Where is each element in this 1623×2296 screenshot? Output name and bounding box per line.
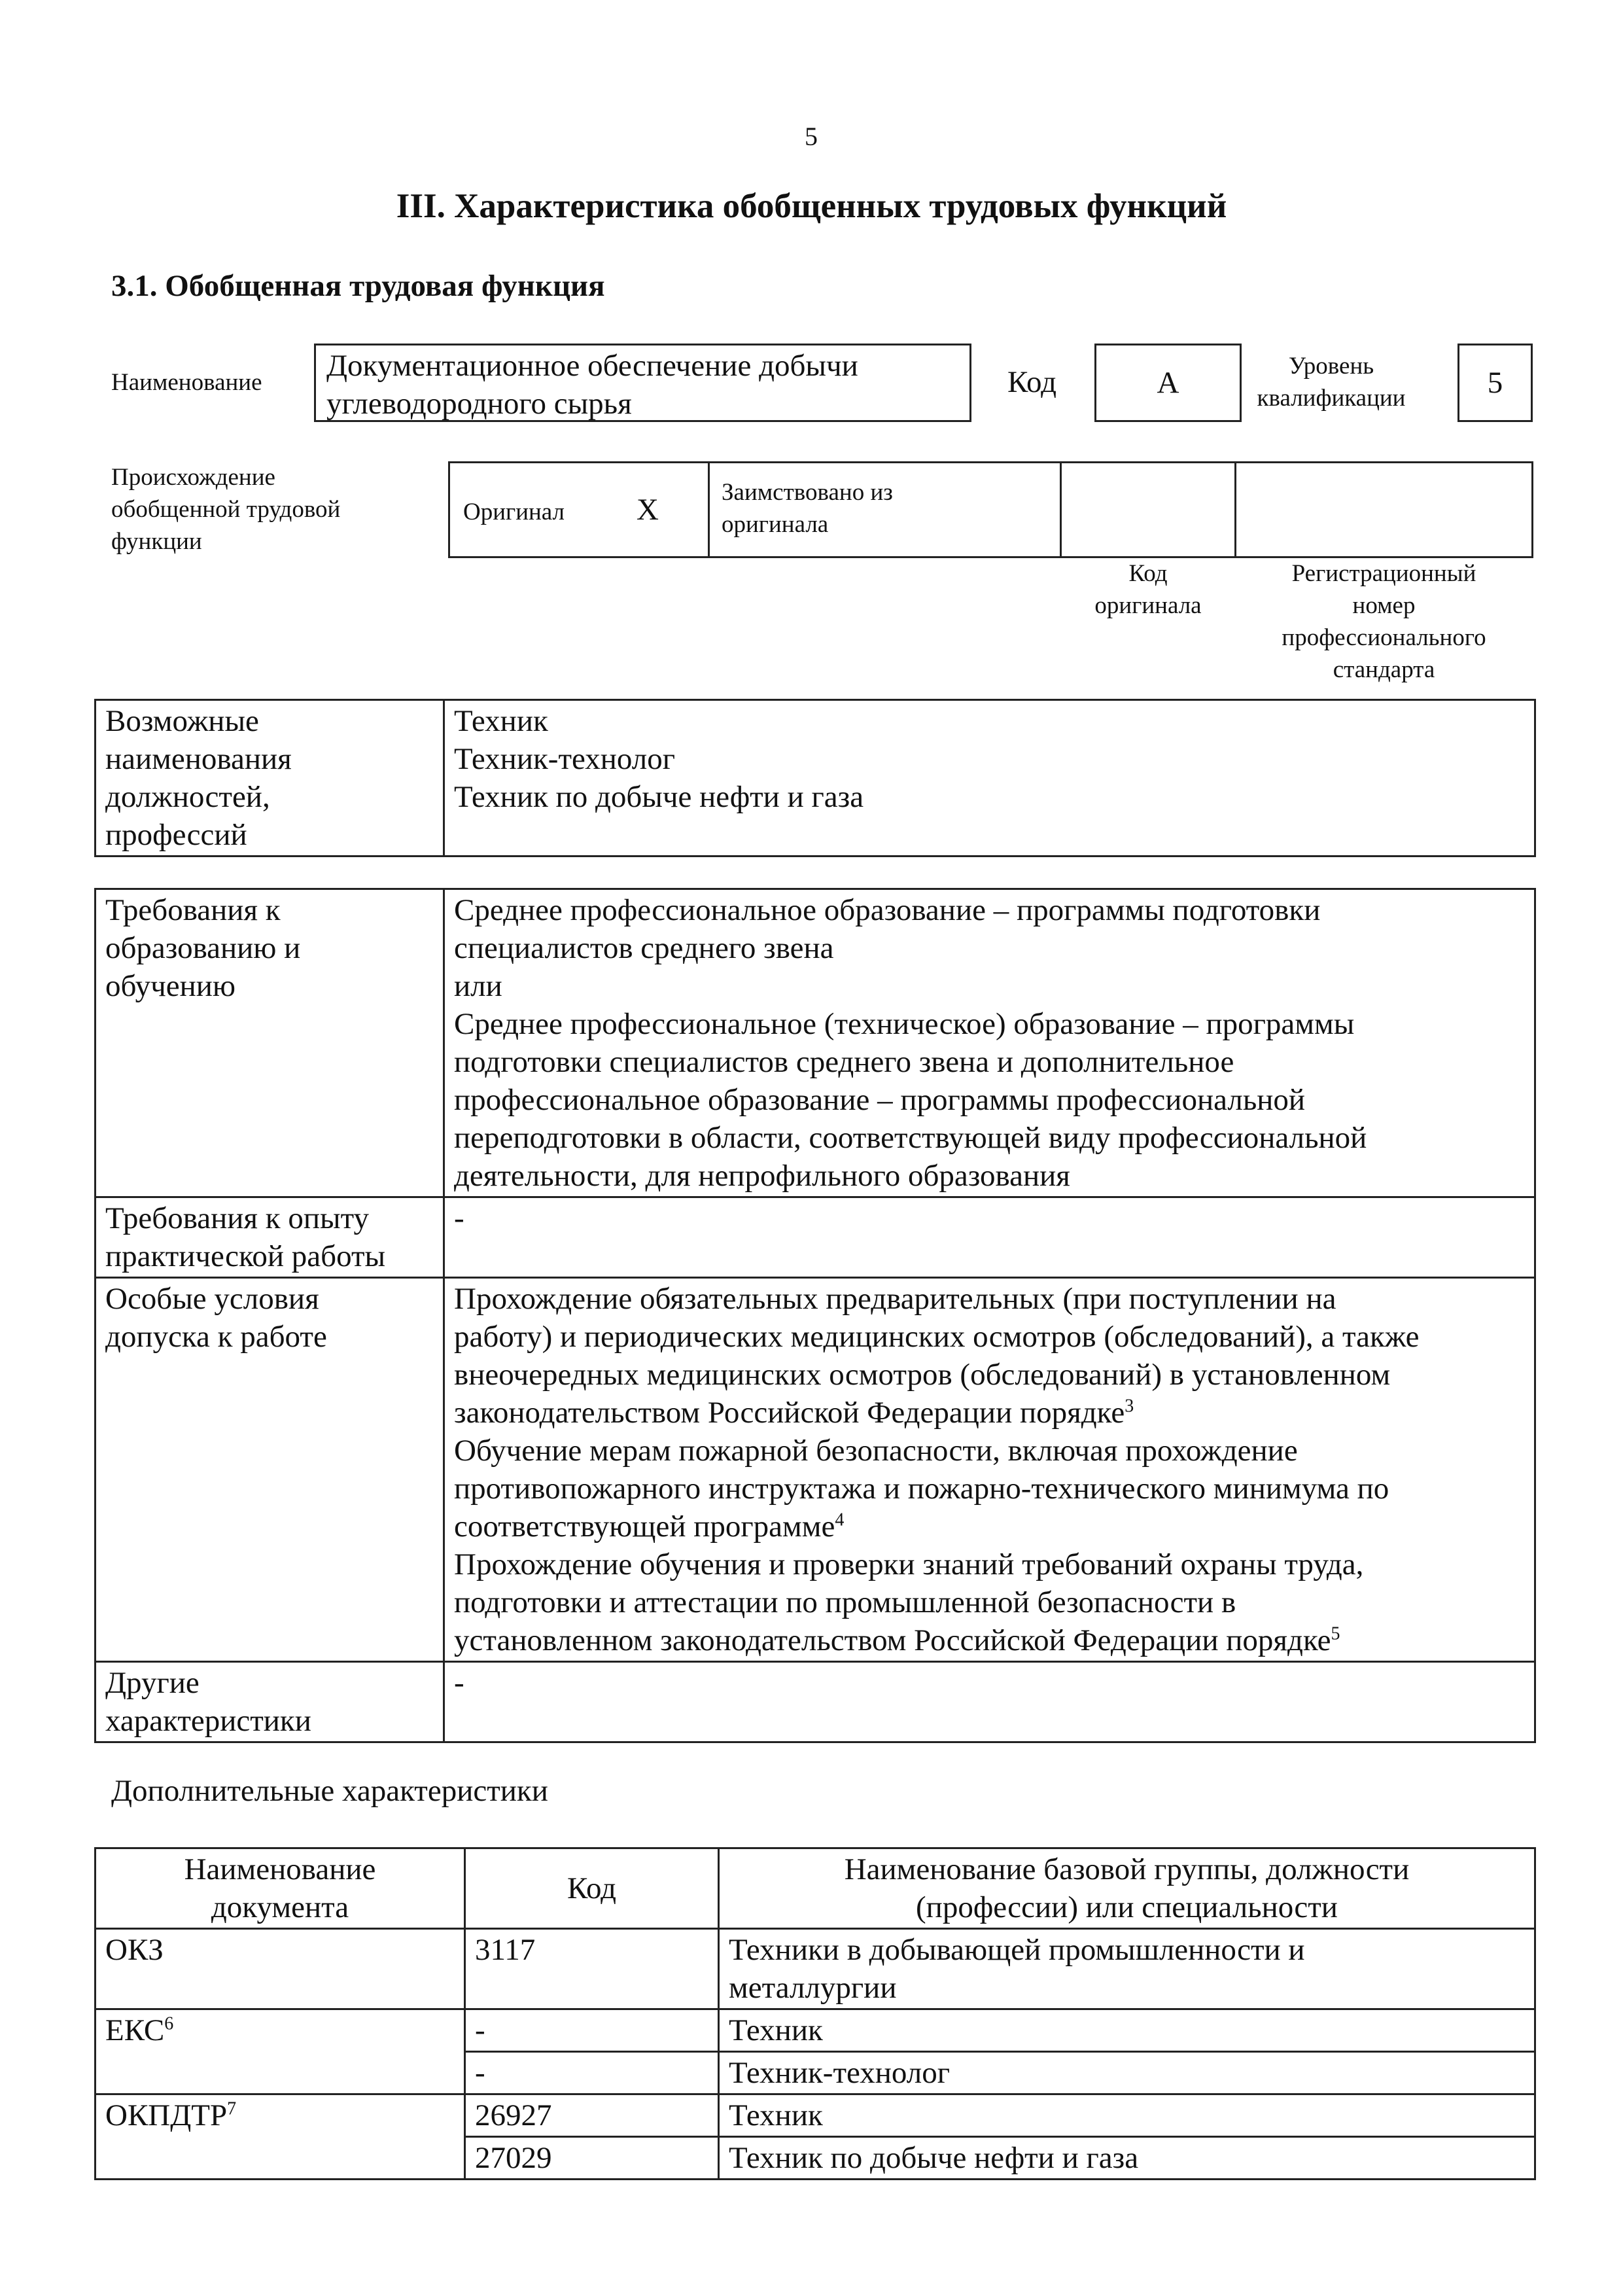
name-label: Наименование — [111, 369, 262, 396]
education-line: деятельности, для непрофильного образования — [454, 1159, 1070, 1193]
origin-label — [111, 461, 340, 557]
header-doc — [96, 1848, 465, 1929]
level-value: 5 — [1487, 366, 1503, 400]
footnote-ref: 5 — [1331, 1623, 1340, 1644]
position-item: Техник — [454, 704, 548, 738]
code-value-box — [1094, 344, 1242, 422]
conditions-line-text: установленном законодательством Российской Федерации порядке — [454, 1623, 1331, 1657]
name-value-line1: Документационное обеспечение добычи — [326, 349, 858, 383]
reg-caption-line1: Регистрационный — [1291, 560, 1476, 587]
additional-table — [94, 1847, 1536, 2180]
table-row — [96, 2009, 1535, 2052]
other-value: - — [444, 1662, 1535, 1742]
other-label — [96, 1662, 444, 1742]
education-label-line: образованию и — [105, 931, 301, 965]
borrowed-cell — [708, 461, 1062, 558]
table-row — [96, 2094, 1535, 2137]
okpdtr-doc — [96, 2094, 465, 2180]
additional-header-row — [96, 1848, 1535, 1929]
positions-label-line2: наименования — [105, 742, 292, 776]
okz-name-line: металлургии — [729, 1971, 897, 2005]
education-value — [444, 889, 1535, 1197]
level-label-line1: Уровень — [1288, 353, 1374, 380]
footnote-ref: 7 — [227, 2098, 237, 2119]
positions-label-line1: Возможные — [105, 704, 259, 738]
header-code: Код — [465, 1848, 719, 1929]
okz-code: 3117 — [465, 1929, 719, 2009]
conditions-line: противопожарного инструктажа и пожарно-технического минимума по — [454, 1472, 1389, 1506]
okz-name-line: Техники в добывающей промышленности и — [729, 1933, 1305, 1967]
level-label — [1246, 350, 1416, 414]
okpdtr-doc-text: ОКПДТР — [105, 2098, 228, 2132]
education-line: профессиональное образование – программы профессиональной — [454, 1083, 1306, 1117]
experience-label — [96, 1197, 444, 1278]
other-row — [96, 1662, 1535, 1742]
footnote-ref: 3 — [1125, 1396, 1134, 1417]
level-label-line2: квалификации — [1257, 385, 1406, 412]
eks-name: Техник-технолог — [719, 2052, 1535, 2094]
conditions-line: Прохождение обязательных предварительных (при поступлении на — [454, 1282, 1336, 1316]
conditions-value — [444, 1278, 1535, 1662]
borrowed-line1: Заимствовано из — [722, 479, 893, 506]
eks-code: - — [465, 2052, 719, 2094]
header-doc-line: документа — [211, 1890, 349, 1924]
registration-number-cell — [1234, 461, 1533, 558]
origin-label-line3: функции — [111, 528, 202, 555]
registration-caption — [1234, 557, 1533, 686]
positions-label — [96, 700, 444, 857]
conditions-line — [454, 1508, 1525, 1545]
reg-caption-line2: номер — [1352, 592, 1416, 619]
position-item: Техник по добыче нефти и газа — [454, 780, 864, 814]
education-line: или — [454, 969, 502, 1003]
experience-row — [96, 1197, 1535, 1278]
okpdtr-code: 27029 — [465, 2137, 719, 2180]
conditions-label-line: Особые условия — [105, 1282, 319, 1316]
conditions-row — [96, 1278, 1535, 1662]
eks-doc-text: ЕКС — [105, 2013, 165, 2047]
okz-name — [719, 1929, 1535, 2009]
reg-caption-line3: профессионального — [1282, 624, 1486, 651]
original-mark: X — [637, 493, 659, 527]
education-line: специалистов среднего звена — [454, 931, 834, 965]
reg-caption-line4: стандарта — [1333, 656, 1435, 683]
header-group — [719, 1848, 1535, 1929]
okpdtr-name: Техник — [719, 2094, 1535, 2137]
header-doc-line: Наименование — [184, 1852, 376, 1886]
okpdtr-code: 26927 — [465, 2094, 719, 2137]
conditions-line: Прохождение обучения и проверки знаний требований охраны труда, — [454, 1547, 1364, 1581]
header-group-line: Наименование базовой группы, должности — [844, 1852, 1410, 1886]
level-value-box — [1457, 344, 1533, 422]
experience-label-line: практической работы — [105, 1239, 386, 1273]
origin-label-line1: Происхождение — [111, 464, 275, 491]
origin-label-line2: обобщенной трудовой — [111, 496, 341, 523]
original-label: Оригинал — [463, 499, 565, 525]
positions-label-line3: должностей, — [105, 780, 270, 814]
education-line: Среднее профессиональное образование – программы подготовки — [454, 893, 1321, 927]
header-group-line: (профессии) или специальности — [916, 1890, 1338, 1924]
education-line: Среднее профессиональное (техническое) образование – программы — [454, 1007, 1355, 1041]
conditions-line-text: соответствующей программе — [454, 1510, 835, 1544]
code-caption-line2: оригинала — [1094, 592, 1202, 619]
conditions-line: Обучение мерам пожарной безопасности, включая прохождение — [454, 1434, 1298, 1468]
conditions-line: подготовки и аттестации по промышленной безопасности в — [454, 1585, 1236, 1619]
table-row — [96, 1929, 1535, 2009]
code-caption — [1060, 557, 1236, 622]
page-number: 5 — [805, 122, 818, 151]
requirements-table — [94, 888, 1536, 1743]
other-label-line: характеристики — [105, 1704, 311, 1738]
conditions-label-line: допуска к работе — [105, 1320, 327, 1354]
conditions-line-text: законодательством Российской Федерации порядке — [454, 1396, 1125, 1430]
conditions-line — [454, 1621, 1525, 1659]
education-row — [96, 889, 1535, 1197]
education-line: подготовки специалистов среднего звена и дополнительное — [454, 1045, 1234, 1079]
positions-table — [94, 699, 1536, 857]
name-value-line2: углеводородного сырья — [326, 387, 632, 421]
education-label-line: Требования к — [105, 893, 281, 927]
eks-name: Техник — [719, 2009, 1535, 2052]
borrowed-line2: оригинала — [722, 511, 829, 538]
code-caption-line1: Код — [1128, 560, 1168, 587]
experience-value: - — [444, 1197, 1535, 1278]
education-line: переподготовки в области, соответствующей виду профессиональной — [454, 1121, 1367, 1155]
original-cell — [448, 461, 710, 558]
subsection-title: 3.1. Обобщенная трудовая функция — [111, 269, 605, 303]
experience-label-line: Требования к опыту — [105, 1201, 370, 1235]
eks-code: - — [465, 2009, 719, 2052]
eks-doc — [96, 2009, 465, 2094]
additional-title: Дополнительные характеристики — [111, 1774, 548, 1808]
original-code-cell — [1060, 461, 1236, 558]
positions-label-line4: профессий — [105, 818, 247, 852]
footnote-ref: 4 — [835, 1510, 845, 1530]
other-label-line: Другие — [105, 1666, 200, 1700]
conditions-line: работу) и периодических медицинских осмотров (обследований), а также — [454, 1320, 1420, 1354]
positions-values — [444, 700, 1535, 857]
conditions-line: внеочередных медицинских осмотров (обследований) в установленном — [454, 1358, 1391, 1392]
code-label: Код — [1007, 365, 1057, 399]
conditions-line — [454, 1394, 1525, 1432]
position-item: Техник-технолог — [454, 742, 675, 776]
name-value-box — [314, 344, 971, 422]
section-title: III. Характеристика обобщенных трудовых функций — [396, 187, 1227, 225]
conditions-label — [96, 1278, 444, 1662]
education-label — [96, 889, 444, 1197]
code-value: А — [1157, 366, 1179, 400]
okpdtr-name: Техник по добыче нефти и газа — [719, 2137, 1535, 2180]
okz-doc: ОКЗ — [96, 1929, 465, 2009]
footnote-ref: 6 — [164, 2013, 174, 2034]
education-label-line: обучению — [105, 969, 236, 1003]
